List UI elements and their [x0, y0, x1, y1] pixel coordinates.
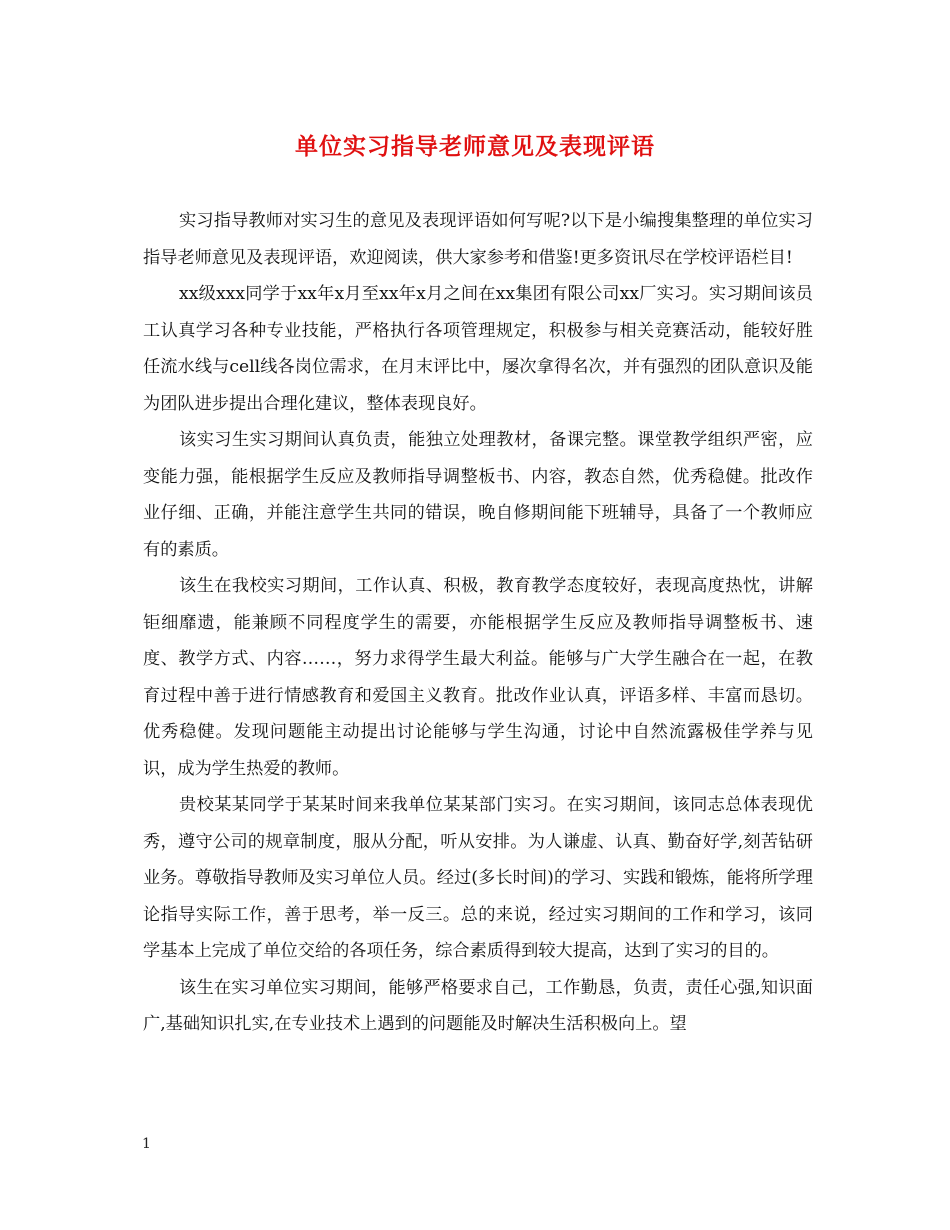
paragraph-intro: 实习指导教师对实习生的意见及表现评语如何写呢?以下是小编搜集整理的单位实习指导老师意见及表现评语，欢迎阅读，供大家参考和借鉴!更多资讯尽在学校评语栏目!	[143, 211, 813, 268]
page-title: 单位实习指导老师意见及表现评语	[295, 133, 655, 160]
paragraph-evaluation-4: 贵校某某同学于某某时间来我单位某某部门实习。在实习期间，该同志总体表现优秀，遵守公司的规章制度，服从分配，听从安排。为人谦虚、认真、勤奋好学,刻苦钻研业务。尊敬指导教师及实习单位人员。经过(多长时间)的学习、实践和锻炼，能将所学理论指导实际工作，善于思考，举一反三。总的来说，经过实习期间的工作和学习，该同学基本上完成了单位交给的各项任务，综合素质得到较大提高，达到了实习的目的。	[143, 795, 813, 961]
paragraph-evaluation-5: 该生在实习单位实习期间，能够严格要求自己，工作勤恳，负责，责任心强,知识面广,基础知识扎实,在专业技术上遇到的问题能及时解决生活积极向上。望	[143, 977, 813, 1034]
paragraph-evaluation-2: 该实习生实习期间认真负责，能独立处理教材，备课完整。课堂教学组织严密，应变能力强，能根据学生反应及教师指导调整板书、内容，教态自然，优秀稳健。批改作业仔细、正确，并能注意学生共同的错误，晚自修期间能下班辅导，具备了一个教师应有的素质。	[143, 430, 813, 560]
paragraph-evaluation-1: xx级xxx同学于xx年x月至xx年x月之间在xx集团有限公司xx厂实习。实习期间该员工认真学习各种专业技能，严格执行各项管理规定，积极参与相关竞赛活动，能较好胜任流水线与cell线各岗位需求，在月末评比中，屡次拿得名次，并有强烈的团队意识及能为团队进步提出合理化建议，整体表现良好。	[143, 284, 813, 414]
document-body	[143, 203, 813, 1043]
paragraph-evaluation-3: 该生在我校实习期间，工作认真、积极，教育教学态度较好，表现高度热忱，讲解钜细靡遗，能兼顾不同程度学生的需要，亦能根据学生反应及教师指导调整板书、速度、教学方式、内容……，努力求得学生最大利益。能够与广大学生融合在一起，在教育过程中善于进行情感教育和爱国主义教育。批改作业认真，评语多样、丰富而恳切。优秀稳健。发现问题能主动提出讨论能够与学生沟通，讨论中自然流露极佳学养与见识，成为学生热爱的教师。	[143, 576, 813, 779]
page-number: 1	[142, 1136, 151, 1152]
